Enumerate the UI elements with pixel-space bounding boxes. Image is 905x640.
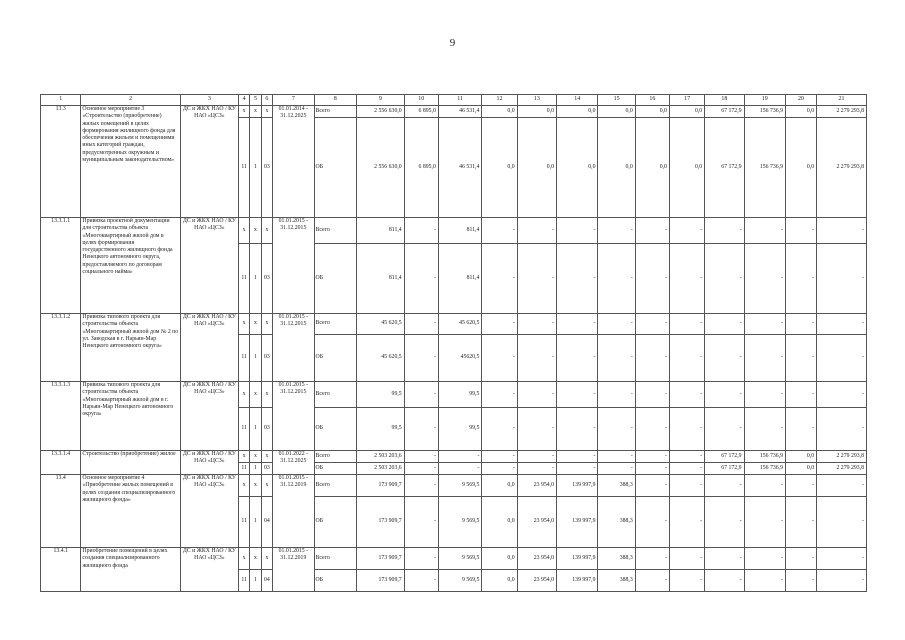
row-value: - (517, 382, 556, 408)
row-col5: х (250, 314, 261, 335)
row-col6: 03 (261, 118, 272, 218)
row-value: 0,0 (557, 106, 598, 118)
row-value: - (705, 382, 744, 408)
budget-table (40, 94, 867, 592)
row-value: - (438, 451, 482, 463)
row-value: - (404, 314, 438, 335)
column-header: 14 (557, 95, 598, 106)
row-value: - (557, 335, 598, 382)
row-name: Привязка типового проекта для строительства объекта «Многоквартирный жилой дом в г. Нарьян-Мар Ненецкого автономного округа» (81, 382, 180, 451)
row-col4: 11 (238, 497, 249, 548)
row-col4: х (238, 106, 249, 118)
row-col6: 03 (261, 463, 272, 475)
row-col5: 1 (250, 244, 261, 314)
column-header: 12 (482, 95, 517, 106)
row-value: 2 556 630,0 (357, 106, 405, 118)
row-value: 0,0 (517, 106, 556, 118)
row-value: - (817, 548, 867, 570)
column-header: 15 (598, 95, 635, 106)
row-col6: х (261, 475, 272, 497)
row-value: - (786, 475, 817, 497)
row-value: - (705, 570, 744, 592)
row-value: - (438, 463, 482, 475)
row-value: - (669, 497, 704, 548)
row-value: 0,0 (482, 118, 517, 218)
row-value: - (705, 497, 744, 548)
row-source: Всего (314, 218, 356, 244)
row-value: 23 954,0 (517, 475, 556, 497)
row-col5: 1 (250, 408, 261, 451)
row-value: - (404, 451, 438, 463)
row-col6: 03 (261, 408, 272, 451)
row-value: - (635, 335, 669, 382)
row-value: - (557, 382, 598, 408)
row-period: 01.01.2015 - 31.12.2015 (273, 218, 314, 314)
row-source: ОБ (314, 408, 356, 451)
row-name: Привязка типового проекта для строительства объекта «Многоквартирный жилой дом № 2 по ул. Заводская в г. Нарьян-Мар Ненецкого автономного округа» (81, 314, 180, 382)
row-value: - (786, 548, 817, 570)
column-header: 8 (314, 95, 356, 106)
row-value: - (404, 382, 438, 408)
row-value: - (517, 451, 556, 463)
row-value: 23 954,0 (517, 548, 556, 570)
row-name: Строительство (приобретение) жилое (81, 451, 180, 475)
row-value: 0,0 (482, 106, 517, 118)
row-value: 139 997,9 (557, 570, 598, 592)
row-value: - (817, 382, 867, 408)
row-value: - (482, 382, 517, 408)
row-value: 6 895,0 (404, 118, 438, 218)
row-value: 2 279 293,8 (817, 463, 867, 475)
row-executor: ДС и ЖКХ НАО / КУ НАО «ЦСЗ» (180, 382, 238, 451)
row-code: 13.4.1 (41, 548, 81, 592)
row-col4: 11 (238, 335, 249, 382)
row-value: - (404, 244, 438, 314)
row-value: - (705, 408, 744, 451)
row-col6: 04 (261, 570, 272, 592)
column-header: 6 (261, 95, 272, 106)
row-col6: х (261, 451, 272, 463)
row-col4: х (238, 475, 249, 497)
column-header: 3 (180, 95, 238, 106)
row-value: - (635, 497, 669, 548)
row-value: - (557, 408, 598, 451)
row-col4: х (238, 314, 249, 335)
row-period: 01.01.2015 - 31.12.2015 (273, 382, 314, 451)
row-value: - (744, 497, 785, 548)
row-value: 46 531,4 (438, 106, 482, 118)
row-col4: 11 (238, 244, 249, 314)
row-value: - (482, 451, 517, 463)
row-value: - (786, 497, 817, 548)
row-value: 0,0 (482, 497, 517, 548)
row-value: - (598, 463, 635, 475)
row-value: 811,4 (357, 218, 405, 244)
row-col6: 03 (261, 244, 272, 314)
row-name: Основное мероприятие 4 «Приобретение жилых помещений в целях создания специализированного жилищного фонда» (81, 475, 180, 548)
row-value: - (669, 218, 704, 244)
table-row (41, 314, 867, 335)
row-source: ОБ (314, 244, 356, 314)
row-col4: 11 (238, 408, 249, 451)
row-value: 811,4 (357, 244, 405, 314)
row-value: 67 172,9 (705, 451, 744, 463)
row-value: - (517, 408, 556, 451)
table-row (41, 548, 867, 570)
row-value: - (404, 463, 438, 475)
row-source: Всего (314, 451, 356, 463)
row-value: 45 620,5 (438, 314, 482, 335)
row-col5: 1 (250, 335, 261, 382)
row-name: Привязка проектной документации для строительства объекта «Многоквартирный жилой дом в целях формирования государственного жилищного фонда Ненецкого автономного округа, предоставляемого по договорам социального найма» (81, 218, 180, 314)
row-value: 99,5 (438, 382, 482, 408)
row-value: - (635, 314, 669, 335)
row-value: 2 556 630,0 (357, 118, 405, 218)
column-header: 18 (705, 95, 744, 106)
row-col4: х (238, 451, 249, 463)
row-value: - (786, 335, 817, 382)
row-value: 156 736,9 (744, 451, 785, 463)
row-value: 67 172,9 (705, 463, 744, 475)
row-value: - (669, 451, 704, 463)
row-value: 0,0 (557, 118, 598, 218)
row-value: - (669, 382, 704, 408)
row-source: Всего (314, 548, 356, 570)
row-value: 45 620,5 (357, 314, 405, 335)
row-value: - (635, 244, 669, 314)
row-value: 139 997,9 (557, 497, 598, 548)
row-period: 01.01.2015 - 31.12.2015 (273, 314, 314, 382)
row-value: 99,5 (438, 408, 482, 451)
column-header: 21 (817, 95, 867, 106)
row-value: 2 279 293,8 (817, 118, 867, 218)
row-value: 99,5 (357, 408, 405, 451)
row-value: 811,4 (438, 218, 482, 244)
column-header: 19 (744, 95, 785, 106)
column-header: 11 (438, 95, 482, 106)
row-code: 13.3.1.3 (41, 382, 81, 451)
row-value: - (482, 335, 517, 382)
row-value: 0,0 (669, 118, 704, 218)
row-value: - (669, 244, 704, 314)
row-value: - (705, 244, 744, 314)
row-value: 6 895,0 (404, 106, 438, 118)
row-col6: х (261, 548, 272, 570)
row-value: 156 736,9 (744, 106, 785, 118)
row-value: - (786, 408, 817, 451)
row-col6: 04 (261, 497, 272, 548)
row-source: ОБ (314, 497, 356, 548)
row-value: - (786, 244, 817, 314)
row-value: - (404, 497, 438, 548)
page-number: 9 (449, 37, 456, 49)
column-header: 13 (517, 95, 556, 106)
row-value: - (705, 335, 744, 382)
row-source: ОБ (314, 118, 356, 218)
row-value: - (705, 475, 744, 497)
row-value: 0,0 (669, 106, 704, 118)
column-header: 20 (786, 95, 817, 106)
row-value: 67 172,9 (705, 118, 744, 218)
row-value: - (744, 335, 785, 382)
row-source: ОБ (314, 335, 356, 382)
row-value: - (786, 314, 817, 335)
table-row (41, 475, 867, 497)
row-value: 0,0 (786, 118, 817, 218)
row-value: - (669, 475, 704, 497)
row-value: 2 279 293,8 (817, 106, 867, 118)
row-col4: 11 (238, 570, 249, 592)
column-header: 1 (41, 95, 81, 106)
row-source: Всего (314, 475, 356, 497)
row-period: 01.01.2022 - 31.12.2025 (273, 451, 314, 475)
row-value: - (598, 382, 635, 408)
row-value: - (635, 218, 669, 244)
row-code: 13.3.1.1 (41, 218, 81, 314)
row-value: - (404, 408, 438, 451)
row-value: - (817, 314, 867, 335)
row-value: - (744, 314, 785, 335)
row-value: 0,0 (482, 570, 517, 592)
row-value: - (705, 548, 744, 570)
row-value: - (598, 218, 635, 244)
row-value: 388,3 (598, 570, 635, 592)
row-value: 0,0 (786, 451, 817, 463)
row-value: - (517, 335, 556, 382)
row-value: - (744, 244, 785, 314)
column-header: 10 (404, 95, 438, 106)
row-value: 2 503 203,6 (357, 451, 405, 463)
table-row (41, 218, 867, 244)
column-header: 17 (669, 95, 704, 106)
column-header: 2 (81, 95, 180, 106)
row-executor: ДС и ЖКХ НАО / КУ НАО «ЦСЗ» (180, 106, 238, 218)
row-value: - (482, 408, 517, 451)
row-value: 2 279 293,8 (817, 451, 867, 463)
row-value: - (705, 218, 744, 244)
row-value: 388,3 (598, 497, 635, 548)
row-col4: х (238, 382, 249, 408)
row-value: 99,5 (357, 382, 405, 408)
row-col5: х (250, 218, 261, 244)
row-value: 139 997,9 (557, 475, 598, 497)
row-value: 9 569,5 (438, 497, 482, 548)
row-value: 173 909,7 (357, 570, 405, 592)
column-header: 16 (635, 95, 669, 106)
row-period: 01.01.2015 - 31.12.2019 (273, 548, 314, 592)
table-row (41, 382, 867, 408)
row-source: ОБ (314, 463, 356, 475)
row-value: - (482, 218, 517, 244)
row-value: - (669, 335, 704, 382)
row-value: 0,0 (482, 548, 517, 570)
row-name: Приобретение помещений в целях создания специализированного жилищного фонда (81, 548, 180, 592)
row-value: 0,0 (786, 463, 817, 475)
row-value: 173 909,7 (357, 497, 405, 548)
row-value: - (817, 570, 867, 592)
row-col4: 11 (238, 463, 249, 475)
row-col6: 03 (261, 335, 272, 382)
row-executor: ДС и ЖКХ НАО / КУ НАО «ЦСЗ» (180, 475, 238, 548)
column-header: 5 (250, 95, 261, 106)
row-value: - (744, 570, 785, 592)
row-code: 13.3.1.2 (41, 314, 81, 382)
row-executor: ДС и ЖКХ НАО / КУ НАО «ЦСЗ» (180, 548, 238, 592)
row-col4: х (238, 218, 249, 244)
row-col5: 1 (250, 497, 261, 548)
row-value: 23 954,0 (517, 570, 556, 592)
row-col6: х (261, 218, 272, 244)
row-value: - (598, 335, 635, 382)
row-value: 9 569,5 (438, 570, 482, 592)
row-value: - (705, 314, 744, 335)
row-value: - (598, 408, 635, 451)
row-col5: х (250, 382, 261, 408)
row-code: 13.3.1.4 (41, 451, 81, 475)
row-value: - (517, 244, 556, 314)
row-value: - (817, 218, 867, 244)
row-value: - (557, 314, 598, 335)
row-value: - (598, 244, 635, 314)
row-value: - (786, 570, 817, 592)
row-value: - (557, 451, 598, 463)
row-value: 0,0 (482, 475, 517, 497)
row-value: 0,0 (598, 106, 635, 118)
row-value: - (786, 382, 817, 408)
row-name: Основное мероприятие 3 «Строительство (приобретение) жилых помещений в целях формирования жилищного фонда для обеспечения жильем и помещениями иных категорий граждан, предусмотренных окружным и муниципальным законодательством» (81, 106, 180, 218)
row-value: - (482, 463, 517, 475)
row-value: - (817, 497, 867, 548)
row-value: - (404, 218, 438, 244)
row-value: - (669, 408, 704, 451)
table-header (41, 95, 867, 106)
row-value: 0,0 (517, 118, 556, 218)
row-value: - (744, 548, 785, 570)
row-value: - (635, 570, 669, 592)
row-col5: 1 (250, 463, 261, 475)
row-value: 388,3 (598, 475, 635, 497)
row-value: - (744, 408, 785, 451)
row-col6: х (261, 314, 272, 335)
row-value: 156 736,9 (744, 463, 785, 475)
row-code: 13.4 (41, 475, 81, 548)
row-value: 67 172,9 (705, 106, 744, 118)
row-value: - (635, 382, 669, 408)
row-value: 0,0 (635, 118, 669, 218)
row-value: - (404, 548, 438, 570)
row-value: - (404, 570, 438, 592)
row-value: 811,4 (438, 244, 482, 314)
row-value: - (404, 475, 438, 497)
row-col4: 11 (238, 118, 249, 218)
column-header: 9 (357, 95, 405, 106)
row-value: - (517, 218, 556, 244)
row-executor: ДС и ЖКХ НАО / КУ НАО «ЦСЗ» (180, 218, 238, 314)
row-value: - (482, 244, 517, 314)
row-value: 173 909,7 (357, 548, 405, 570)
row-value: - (635, 475, 669, 497)
row-col5: 1 (250, 118, 261, 218)
row-value: 9 569,5 (438, 475, 482, 497)
row-value: - (517, 463, 556, 475)
row-value: 45620,5 (438, 335, 482, 382)
row-source: Всего (314, 314, 356, 335)
row-col6: х (261, 382, 272, 408)
row-source: Всего (314, 382, 356, 408)
row-value: 2 503 203,6 (357, 463, 405, 475)
row-value: - (817, 335, 867, 382)
row-executor: ДС и ЖКХ НАО / КУ НАО «ЦСЗ» (180, 451, 238, 475)
row-value: 0,0 (598, 118, 635, 218)
row-value: - (482, 314, 517, 335)
row-source: ОБ (314, 570, 356, 592)
row-value: - (669, 463, 704, 475)
row-value: - (744, 218, 785, 244)
row-value: 0,0 (635, 106, 669, 118)
row-value: - (669, 548, 704, 570)
row-value: 23 954,0 (517, 497, 556, 548)
row-value: 388,3 (598, 548, 635, 570)
row-value: 173 909,7 (357, 475, 405, 497)
row-value: 139 997,9 (557, 548, 598, 570)
row-value: - (557, 463, 598, 475)
row-period: 01.01.2015 - 31.12.2019 (273, 475, 314, 548)
row-col5: х (250, 106, 261, 118)
row-value: 46 531,4 (438, 118, 482, 218)
row-value: - (517, 314, 556, 335)
row-period: 01.01.2014 - 31.12.2025 (273, 106, 314, 218)
row-value: 156 736,9 (744, 118, 785, 218)
row-value: 9 569,5 (438, 548, 482, 570)
row-value: - (744, 382, 785, 408)
row-col5: х (250, 475, 261, 497)
column-header: 4 (238, 95, 249, 106)
table-row (41, 106, 867, 118)
row-value: - (744, 475, 785, 497)
row-value: - (669, 570, 704, 592)
row-value: - (786, 218, 817, 244)
row-value: - (817, 475, 867, 497)
row-value: 0,0 (786, 106, 817, 118)
row-value: - (557, 244, 598, 314)
row-col6: х (261, 106, 272, 118)
row-value: - (635, 408, 669, 451)
row-value: - (635, 451, 669, 463)
row-col5: 1 (250, 570, 261, 592)
row-value: - (404, 335, 438, 382)
row-value: - (557, 218, 598, 244)
row-col5: х (250, 548, 261, 570)
row-value: - (598, 451, 635, 463)
row-value: - (817, 408, 867, 451)
row-value: 45 620,5 (357, 335, 405, 382)
row-col5: х (250, 451, 261, 463)
row-col4: х (238, 548, 249, 570)
row-value: - (635, 548, 669, 570)
row-value: - (598, 314, 635, 335)
row-executor: ДС и ЖКХ НАО / КУ НАО «ЦСЗ» (180, 314, 238, 382)
row-source: Всего (314, 106, 356, 118)
table-row (41, 451, 867, 463)
column-header: 7 (273, 95, 314, 106)
row-code: 13.3 (41, 106, 81, 218)
row-value: - (669, 314, 704, 335)
row-value: - (635, 463, 669, 475)
row-value: - (817, 244, 867, 314)
